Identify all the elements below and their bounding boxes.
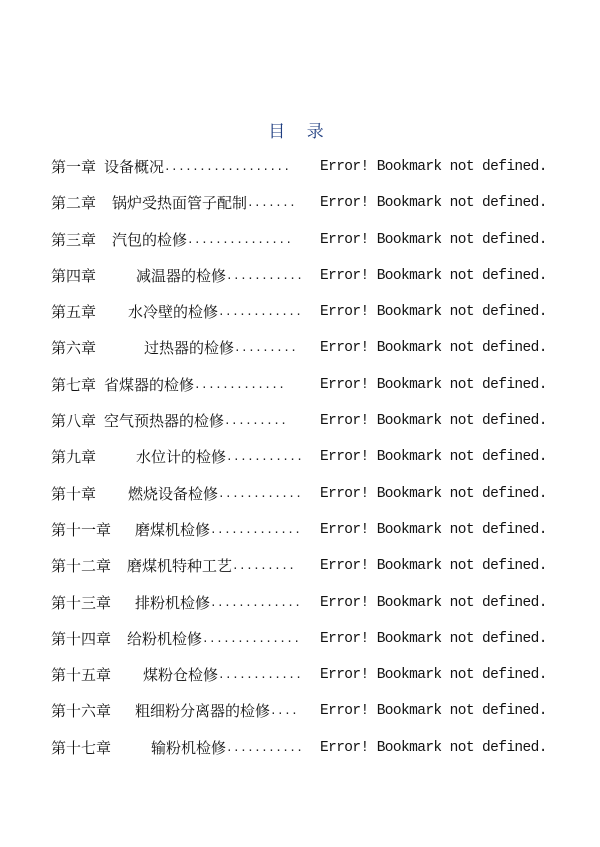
toc-chapter-title: 汽包的检修 <box>112 230 188 249</box>
toc-title: 目 录 <box>268 122 332 142</box>
toc-page-reference: Error! Bookmark not defined. <box>320 304 547 321</box>
toc-entry[interactable] <box>51 479 551 515</box>
toc-page-reference: Error! Bookmark not defined. <box>320 376 547 393</box>
toc-dot-leader: ............. <box>210 595 302 609</box>
toc-page-reference: Error! Bookmark not defined. <box>320 558 547 575</box>
toc-page-reference: Error! Bookmark not defined. <box>320 231 547 248</box>
toc-page-reference: Error! Bookmark not defined. <box>320 449 547 466</box>
toc-dot-leader: ........... <box>226 268 304 282</box>
toc-dot-leader: .............. <box>202 631 301 645</box>
toc-chapter-title: 磨煤机检修 <box>135 520 211 539</box>
toc-dot-leader: ......... <box>232 559 296 573</box>
toc-chapter-number: 第十章 <box>51 484 97 503</box>
toc-page-reference: Error! Bookmark not defined. <box>320 594 547 611</box>
toc-chapter-title: 锅炉受热面管子配制 <box>112 194 248 213</box>
toc-chapter-title: 设备概况 <box>104 158 165 176</box>
toc-dot-leader: ............ <box>218 486 303 500</box>
toc-entry[interactable] <box>51 515 551 551</box>
toc-chapter-title: 水位计的检修 <box>136 448 227 467</box>
toc-chapter-title: 输粉机检修 <box>151 738 227 757</box>
toc-chapter-title: 给粉机检修 <box>127 629 203 648</box>
toc-list <box>51 152 551 769</box>
toc-dot-leader: ....... <box>247 196 297 210</box>
toc-dot-leader: .... <box>270 704 299 718</box>
toc-chapter-title: 省煤器的检修 <box>104 375 195 394</box>
toc-dot-leader: ........... <box>226 450 304 464</box>
toc-entry[interactable] <box>51 551 551 587</box>
toc-chapter-number: 第二章 <box>51 194 97 213</box>
toc-dot-leader: ......... <box>234 341 298 355</box>
toc-dot-leader: ......... <box>224 414 288 428</box>
toc-page-reference: Error! Bookmark not defined. <box>320 413 547 430</box>
toc-page-reference: Error! Bookmark not defined. <box>320 739 547 756</box>
toc-chapter-number: 第十五章 <box>51 666 112 685</box>
toc-dot-leader: ............ <box>218 668 303 682</box>
toc-entry[interactable] <box>51 333 551 369</box>
toc-chapter-number: 第十六章 <box>51 702 112 721</box>
toc-page-reference: Error! Bookmark not defined. <box>320 485 547 502</box>
toc-chapter-number: 第四章 <box>51 266 97 285</box>
toc-entry[interactable] <box>51 624 551 660</box>
toc-page-reference: Error! Bookmark not defined. <box>320 667 547 684</box>
toc-chapter-title: 过热器的检修 <box>144 339 235 358</box>
toc-chapter-number: 第一章 <box>51 158 97 176</box>
toc-chapter-title: 煤粉仓检修 <box>143 666 219 685</box>
toc-dot-leader: ............. <box>194 377 286 391</box>
toc-dot-leader: .................. <box>164 160 291 173</box>
toc-chapter-number: 第八章 <box>51 412 97 431</box>
toc-entry[interactable] <box>51 188 551 224</box>
toc-dot-leader: ............ <box>218 305 303 319</box>
toc-entry[interactable] <box>51 152 551 188</box>
toc-chapter-title: 粗细粉分离器的检修 <box>135 702 271 721</box>
toc-page-reference: Error! Bookmark not defined. <box>320 703 547 720</box>
toc-chapter-title: 水冷壁的检修 <box>128 303 219 322</box>
toc-chapter-title: 磨煤机特种工艺 <box>127 557 233 576</box>
toc-entry[interactable] <box>51 733 551 769</box>
toc-chapter-number: 第十七章 <box>51 738 112 757</box>
toc-entry[interactable] <box>51 297 551 333</box>
toc-chapter-number: 第十一章 <box>51 520 112 539</box>
toc-page-reference: Error! Bookmark not defined. <box>320 630 547 647</box>
toc-dot-leader: ........... <box>226 740 304 754</box>
toc-entry[interactable] <box>51 406 551 442</box>
toc-chapter-title: 排粉机检修 <box>135 593 211 612</box>
toc-chapter-number: 第十二章 <box>51 557 112 576</box>
toc-entry[interactable] <box>51 225 551 261</box>
toc-entry[interactable] <box>51 370 551 406</box>
toc-chapter-number: 第十三章 <box>51 593 112 612</box>
toc-entry[interactable] <box>51 696 551 732</box>
toc-page-reference: Error! Bookmark not defined. <box>320 159 547 175</box>
toc-page-reference: Error! Bookmark not defined. <box>320 340 547 357</box>
toc-page-reference: Error! Bookmark not defined. <box>320 195 547 212</box>
toc-entry[interactable] <box>51 588 551 624</box>
toc-dot-leader: ............... <box>187 232 293 246</box>
toc-page-reference: Error! Bookmark not defined. <box>320 521 547 538</box>
toc-entry[interactable] <box>51 442 551 478</box>
toc-chapter-number: 第十四章 <box>51 629 112 648</box>
toc-entry[interactable] <box>51 660 551 696</box>
toc-chapter-title: 空气预热器的检修 <box>104 412 225 431</box>
toc-dot-leader: ............. <box>210 522 302 536</box>
toc-chapter-number: 第六章 <box>51 339 97 358</box>
toc-chapter-number: 第九章 <box>51 448 97 467</box>
toc-page-reference: Error! Bookmark not defined. <box>320 267 547 284</box>
toc-chapter-number: 第三章 <box>51 230 97 249</box>
toc-chapter-title: 燃烧设备检修 <box>128 484 219 503</box>
toc-chapter-title: 减温器的检修 <box>136 266 227 285</box>
toc-entry[interactable] <box>51 261 551 297</box>
toc-chapter-number: 第七章 <box>51 375 97 394</box>
toc-chapter-number: 第五章 <box>51 303 97 322</box>
